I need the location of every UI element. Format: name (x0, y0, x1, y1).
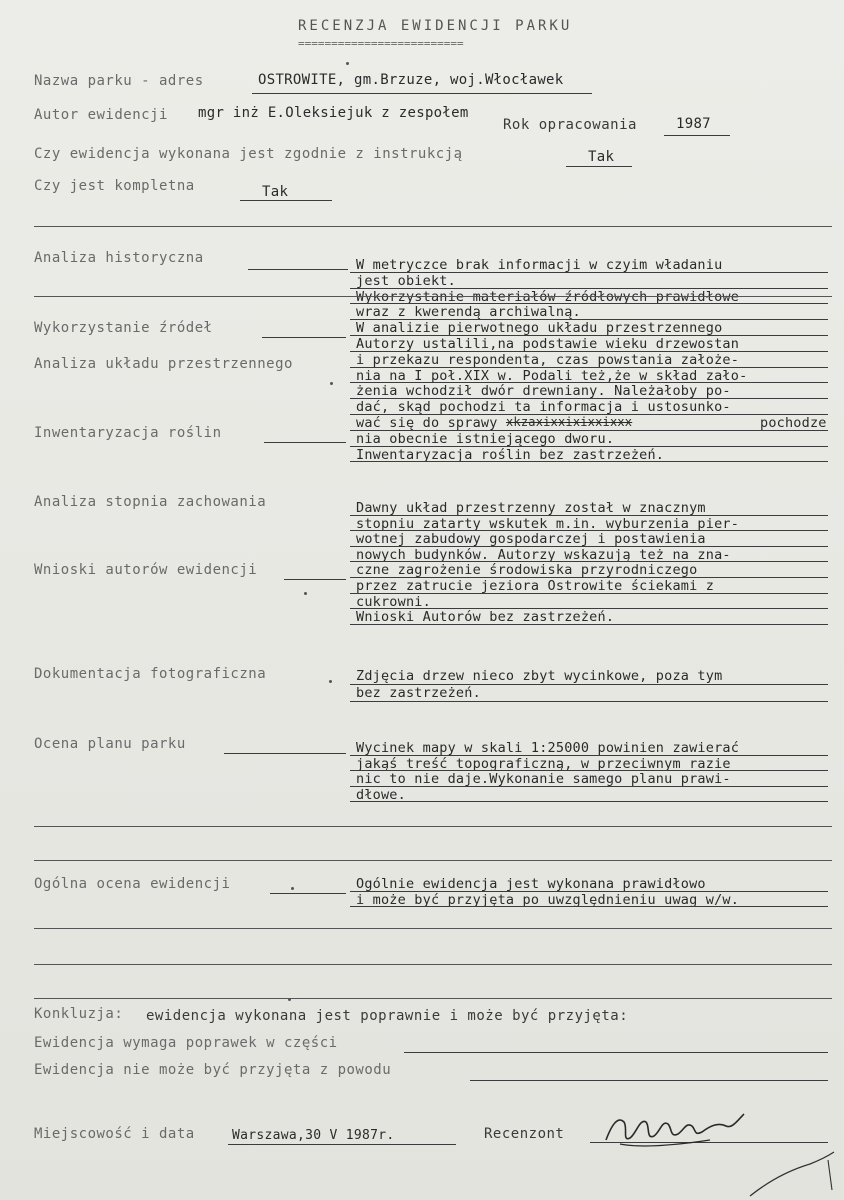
text-line: stopniu zatarty wskutek m.in. wyburzenia pier- (356, 515, 740, 532)
text-underline (350, 801, 828, 802)
reviewer-signature (600, 1104, 750, 1154)
place-date-value: Warszawa,30 V 1987r. (232, 1128, 395, 1143)
text-line: jakąś treść topograficzną, w przeciwnym razie (356, 755, 731, 772)
completeness-label: Czy jest kompletna (34, 178, 195, 194)
park-name-value: OSTROWITE, gm.Brzuze, woj.Włocławek (258, 72, 564, 88)
ink-dot (291, 887, 294, 890)
text-line: wotnej zabudowy gospodarczej i postawienia (356, 531, 706, 548)
text-line: nic to nie daje.Wykonanie samego planu prawi- (356, 771, 731, 788)
text-line: żenia wchodził dwór drewniany. Należałoby po- (356, 383, 731, 400)
ruled-line (34, 964, 832, 965)
text-line: nowych budynków. Autorzy wskazują też na zna- (356, 546, 731, 563)
photo-documentation-label: Dokumentacja fotograficzna (34, 666, 267, 682)
signature-flourish (740, 1150, 840, 1200)
text-line: nia obecnie istniejącego dworu. (356, 430, 615, 447)
completeness-value: Tak (262, 184, 289, 200)
text-line: Wnioski Autorów bez zastrzeżeń. (356, 609, 615, 626)
text-line: dać, skąd pochodzi ta informacja i ustosunko- (356, 399, 731, 416)
conclusion-label: Konkluzja: (34, 1006, 124, 1022)
reason-line (470, 1080, 828, 1081)
plants-inventory-label: Inwentaryzacja roślin (34, 425, 222, 441)
text-line: pochodze (760, 415, 827, 431)
ruled-line (34, 928, 832, 929)
layout-analysis-label: Analiza układu przestrzennego (34, 356, 293, 372)
text-line: W analizie pierwotnego układu przestrzennego (356, 320, 723, 337)
text-line: Wykorzystanie materiałów źródłowych prawidłowe (356, 288, 740, 305)
text-line: cukrowni. (356, 593, 431, 610)
text-line: Wycinek mapy w skali 1:25000 powinien zawierać (356, 740, 740, 756)
year-value: 1987 (676, 116, 711, 132)
text-underline (350, 624, 828, 625)
struck-out-text: xkzaxixxixixxixxx (506, 415, 633, 429)
text-underline (350, 461, 828, 462)
condition-analysis-label: Analiza stopnia zachowania (34, 494, 267, 510)
text-line: czne zagrożenie środowiska przyrodniczego (356, 562, 698, 579)
text-line: Ogólnie ewidencja jest wykonana prawidłowo (356, 876, 706, 892)
corrections-line (404, 1052, 828, 1053)
compliance-line (566, 166, 632, 167)
text-line: Autorzy ustalili,na podstawie wieku drzewostan (356, 336, 740, 352)
compliance-label: Czy ewidencja wykonana jest zgodnie z instrukcją (34, 146, 463, 162)
ink-dot (329, 680, 332, 683)
author-label: Autor ewidencji (34, 107, 168, 123)
conclusion-line-1: ewidencja wykonana jest poprawnie i może być przyjęta: (146, 1008, 629, 1024)
historical-leader-line (248, 269, 348, 270)
text-line: dłowe. (356, 786, 406, 803)
park-name-label: Nazwa parku - adres (34, 73, 204, 89)
overall-assessment-label: Ogólna ocena ewidencji (34, 876, 231, 892)
text-line: nia na I poł.XIX w. Podali też,że w skład zało- (356, 367, 748, 384)
park-plan-label: Ocena planu parku (34, 736, 186, 752)
ruled-line (34, 826, 832, 827)
sources-leader-line (262, 337, 346, 338)
completeness-line (240, 200, 332, 201)
author-conclusions-label: Wnioski autorów ewidencji (34, 562, 258, 578)
text-line: i może być przyjęta po uwzględnieniu uwag w/w. (356, 891, 740, 908)
conclusion-line-2: Ewidencja wymaga poprawek w części (34, 1035, 338, 1051)
text-underline (350, 701, 828, 702)
text-line: jest obiekt. (356, 272, 456, 289)
text-underline (350, 906, 828, 907)
ruled-line (34, 296, 832, 297)
conclusions-leader-line (284, 579, 346, 580)
text-line: W metryczce brak informacji w czyim władaniu (356, 257, 723, 273)
historical-analysis-label: Analiza historyczna (34, 250, 204, 266)
ink-dot (330, 382, 333, 385)
ruled-line (34, 226, 832, 227)
text-line: Zdjęcia drzew nieco zbyt wycinkowe, poza tym (356, 668, 723, 684)
text-line: bez zastrzeżeń. (356, 685, 481, 701)
ink-dot (304, 592, 307, 595)
document-title: RECENZJA EWIDENCJI PARKU (298, 18, 573, 34)
year-label: Rok opracowania (503, 117, 637, 133)
text-line: przez zatrucie jeziora Ostrowite ściekami z (356, 578, 715, 594)
ruled-line (34, 860, 832, 861)
plan-leader-line (224, 753, 346, 754)
overall-leader-line (270, 893, 346, 894)
conclusion-line-3: Ewidencja nie może być przyjęta z powodu (34, 1062, 392, 1078)
text-line: wać się do sprawy (356, 415, 498, 431)
text-line: i przekazu respondenta, czas powstania założe- (356, 351, 740, 368)
text-line: Inwentaryzacja roślin bez zastrzeżeń. (356, 446, 665, 463)
ink-dot (346, 62, 349, 65)
place-date-line (228, 1144, 456, 1145)
plants-leader-line (264, 442, 346, 443)
text-underline (350, 786, 828, 787)
place-date-label: Miejscowość i data (34, 1126, 195, 1142)
text-line: Dawny układ przestrzenny został w znacznym (356, 500, 706, 516)
compliance-value: Tak (588, 149, 615, 165)
title-underline: ========================= (298, 37, 464, 50)
year-line (664, 135, 730, 136)
author-value: mgr inż E.Oleksiejuk z zespołem (198, 105, 469, 121)
reviewer-label: Recenzont (484, 1126, 565, 1142)
ruled-line (34, 998, 832, 999)
park-name-line (252, 93, 592, 94)
text-line: wraz z kwerendą archiwalną. (356, 304, 581, 321)
sources-label: Wykorzystanie źródeł (34, 320, 213, 336)
